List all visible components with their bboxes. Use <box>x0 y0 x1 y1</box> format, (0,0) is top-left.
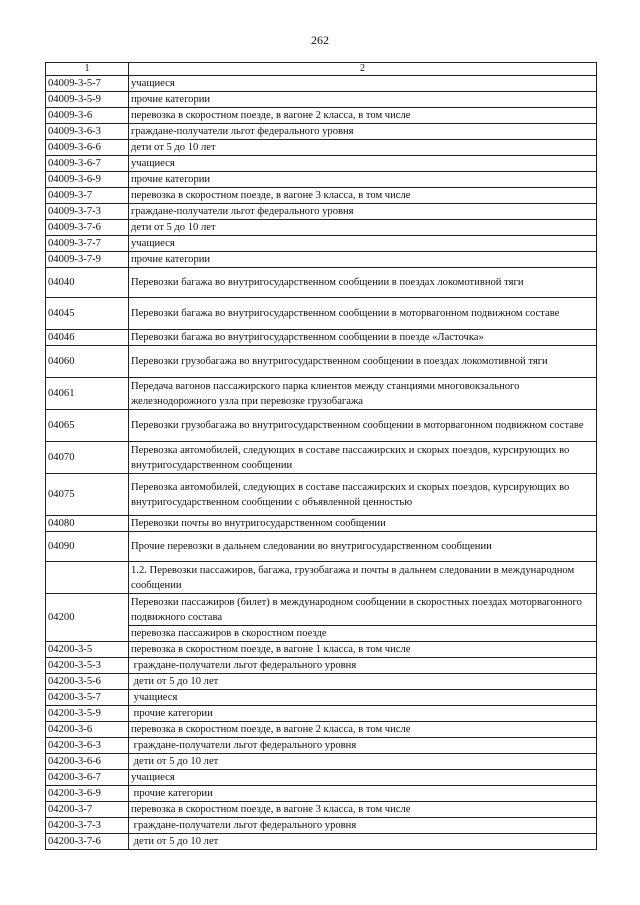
page-number: 262 <box>311 33 329 47</box>
codes-table <box>45 62 597 850</box>
row-description-cell: 1.2. Перевозки пассажиров, багажа, грузобагажа и почты в дальнем следовании в международном сообщении <box>129 562 597 594</box>
row-code-cell: 04200-3-5-7 <box>46 690 129 706</box>
row-description-cell: граждане-получатели льгот федерального уровня <box>129 204 597 220</box>
row-code-cell: 04200-3-5-3 <box>46 658 129 674</box>
table-row <box>46 410 597 442</box>
table-row <box>46 626 597 642</box>
row-code-cell: 04045 <box>46 298 129 330</box>
table-row <box>46 92 597 108</box>
table-row <box>46 252 597 268</box>
table-row <box>46 786 597 802</box>
row-description-cell: дети от 5 до 10 лет <box>129 834 597 850</box>
codes-table-body <box>46 63 597 850</box>
row-description-cell: перевозка в скоростном поезде, в вагоне 3 класса, в том числе <box>129 188 597 204</box>
row-description-cell: прочие категории <box>129 786 597 802</box>
row-code-cell: 04046 <box>46 330 129 346</box>
row-description-cell: Перевозка автомобилей, следующих в составе пассажирских и скорых поездов, курсирующих во внутригосударственном сообщении <box>129 442 597 474</box>
row-code-cell: 04060 <box>46 346 129 378</box>
row-description-cell: граждане-получатели льгот федерального уровня <box>129 124 597 140</box>
row-description-cell: учащиеся <box>129 236 597 252</box>
row-description-cell: перевозка в скоростном поезде, в вагоне 2 класса, в том числе <box>129 722 597 738</box>
table-row <box>46 330 597 346</box>
table-header-row <box>46 63 597 76</box>
table-row <box>46 674 597 690</box>
table-row <box>46 706 597 722</box>
table-row <box>46 346 597 378</box>
table-row <box>46 474 597 516</box>
row-code-cell: 04200-3-6-7 <box>46 770 129 786</box>
table-row <box>46 722 597 738</box>
row-description-cell: прочие категории <box>129 252 597 268</box>
row-code-cell: 04009-3-6-9 <box>46 172 129 188</box>
table-row <box>46 802 597 818</box>
table-row <box>46 834 597 850</box>
row-description-cell: Перевозки грузобагажа во внутригосударственном сообщении в моторвагонном подвижном составе <box>129 410 597 442</box>
table-row <box>46 236 597 252</box>
row-code-cell: 04200-3-7-3 <box>46 818 129 834</box>
table-row <box>46 156 597 172</box>
row-description-cell: Перевозка автомобилей, следующих в составе пассажирских и скорых поездов, курсирующих во внутригосударственном сообщении с объявленной ценностью <box>129 474 597 516</box>
row-description-cell: перевозка в скоростном поезде, в вагоне 1 класса, в том числе <box>129 642 597 658</box>
table-row <box>46 268 597 298</box>
table-row <box>46 204 597 220</box>
row-description-cell: Перевозки грузобагажа во внутригосударственном сообщении в поездах локомотивной тяги <box>129 346 597 378</box>
row-description-cell: граждане-получатели льгот федерального уровня <box>129 818 597 834</box>
table-row <box>46 738 597 754</box>
column-header-code: 1 <box>46 63 129 76</box>
row-code-cell: 04200-3-7 <box>46 802 129 818</box>
table-row <box>46 642 597 658</box>
row-description-cell: Перевозки багажа во внутригосударственном сообщении в поездах локомотивной тяги <box>129 268 597 298</box>
row-description-cell: учащиеся <box>129 770 597 786</box>
row-code-cell: 04009-3-5-7 <box>46 76 129 92</box>
row-code-cell: 04009-3-7 <box>46 188 129 204</box>
table-row <box>46 298 597 330</box>
row-description-cell: учащиеся <box>129 156 597 172</box>
row-code-cell: 04009-3-5-9 <box>46 92 129 108</box>
row-code-cell: 04200 <box>46 594 129 642</box>
row-description-cell: прочие категории <box>129 706 597 722</box>
column-header-description: 2 <box>129 63 597 76</box>
row-description-cell: перевозка в скоростном поезде, в вагоне 3 класса, в том числе <box>129 802 597 818</box>
table-row <box>46 594 597 626</box>
row-description-cell: Передача вагонов пассажирского парка клиентов между станциями многовокзального железнодорожного узла при перевозке грузобагажа <box>129 378 597 410</box>
table-row <box>46 172 597 188</box>
row-description-cell: дети от 5 до 10 лет <box>129 674 597 690</box>
row-code-cell: 04009-3-6-6 <box>46 140 129 156</box>
row-code-cell: 04200-3-5-6 <box>46 674 129 690</box>
row-description-cell: дети от 5 до 10 лет <box>129 140 597 156</box>
row-code-cell: 04200-3-6-3 <box>46 738 129 754</box>
row-code-cell: 04061 <box>46 378 129 410</box>
row-description-cell: граждане-получатели льгот федерального уровня <box>129 738 597 754</box>
table-row <box>46 124 597 140</box>
row-description-cell: граждане-получатели льгот федерального уровня <box>129 658 597 674</box>
row-code-cell: 04200-3-6-6 <box>46 754 129 770</box>
table-row <box>46 818 597 834</box>
table-row <box>46 188 597 204</box>
table-row <box>46 378 597 410</box>
row-code-cell: 04009-3-6-7 <box>46 156 129 172</box>
row-code-cell: 04080 <box>46 516 129 532</box>
table-row <box>46 754 597 770</box>
row-code-cell: 04009-3-6 <box>46 108 129 124</box>
table-row <box>46 140 597 156</box>
row-code-cell: 04200-3-6 <box>46 722 129 738</box>
row-code-cell <box>46 562 129 594</box>
row-description-cell: дети от 5 до 10 лет <box>129 220 597 236</box>
row-code-cell: 04075 <box>46 474 129 516</box>
row-description-cell: перевозка пассажиров в скоростном поезде <box>129 626 597 642</box>
row-code-cell: 04040 <box>46 268 129 298</box>
row-code-cell: 04090 <box>46 532 129 562</box>
row-description-cell: прочие категории <box>129 92 597 108</box>
row-description-cell: Прочие перевозки в дальнем следовании во внутригосударственном сообщении <box>129 532 597 562</box>
table-row <box>46 516 597 532</box>
row-description-cell: дети от 5 до 10 лет <box>129 754 597 770</box>
row-code-cell: 04009-3-7-7 <box>46 236 129 252</box>
table-row <box>46 442 597 474</box>
row-code-cell: 04200-3-7-6 <box>46 834 129 850</box>
row-description-cell: перевозка в скоростном поезде, в вагоне 2 класса, в том числе <box>129 108 597 124</box>
table-row <box>46 562 597 594</box>
row-description-cell: учащиеся <box>129 690 597 706</box>
row-code-cell: 04009-3-6-3 <box>46 124 129 140</box>
row-description-cell: Перевозки почты во внутригосударственном сообщении <box>129 516 597 532</box>
row-code-cell: 04200-3-6-9 <box>46 786 129 802</box>
table-row <box>46 76 597 92</box>
row-code-cell: 04200-3-5-9 <box>46 706 129 722</box>
row-description-cell: Перевозки пассажиров (билет) в международном сообщении в скоростных поездах моторвагонного подвижного состава <box>129 594 597 626</box>
table-row <box>46 690 597 706</box>
row-description-cell: учащиеся <box>129 76 597 92</box>
table-row <box>46 658 597 674</box>
row-code-cell: 04009-3-7-3 <box>46 204 129 220</box>
row-description-cell: Перевозки багажа во внутригосударственном сообщении в моторвагонном подвижном составе <box>129 298 597 330</box>
row-description-cell: Перевозки багажа во внутригосударственном сообщении в поезде «Ласточка» <box>129 330 597 346</box>
row-code-cell: 04070 <box>46 442 129 474</box>
row-code-cell: 04065 <box>46 410 129 442</box>
table-row <box>46 108 597 124</box>
table-row <box>46 532 597 562</box>
table-row <box>46 220 597 236</box>
row-description-cell: прочие категории <box>129 172 597 188</box>
table-row <box>46 770 597 786</box>
row-code-cell: 04009-3-7-6 <box>46 220 129 236</box>
row-code-cell: 04200-3-5 <box>46 642 129 658</box>
row-code-cell: 04009-3-7-9 <box>46 252 129 268</box>
